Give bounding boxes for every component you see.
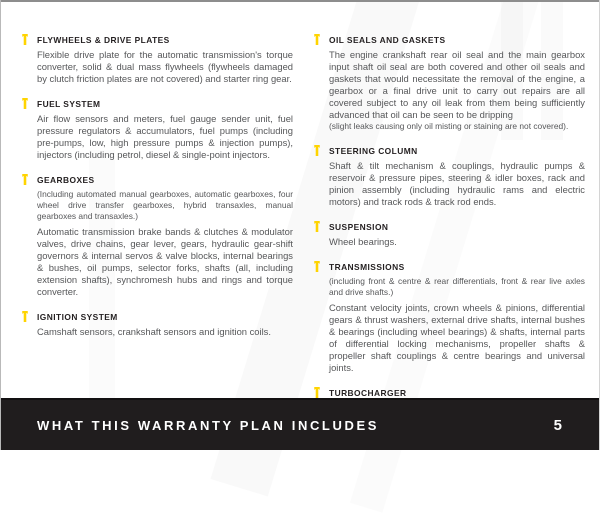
section-ignition-system — [21, 311, 293, 338]
section-heading — [21, 311, 293, 322]
section-heading — [21, 174, 293, 185]
section-heading — [313, 387, 585, 398]
section-flywheels-drive-plates — [21, 34, 293, 85]
section-paragraph: Shaft & tilt mechanism & couplings, hydraulic pumps & reservoir & pressure pipes, steering & idler boxes, rack and pinion assembly (including hydraulic rams and electric motors) and track rods & track rod ends. — [329, 160, 585, 207]
section-paragraph-note: (including front & centre & rear differentials, front & rear live axles and drive shafts.) — [329, 276, 585, 297]
right-column — [313, 34, 585, 427]
footer-page-number: 5 — [553, 416, 562, 434]
section-suspension — [313, 221, 585, 248]
section-title: TURBOCHARGER — [329, 388, 407, 398]
section-gearboxes — [21, 174, 293, 298]
section-heading — [21, 98, 293, 109]
footer-title: WHAT THIS WARRANTY PLAN INCLUDES — [37, 417, 379, 433]
wrench-icon — [21, 174, 37, 185]
section-paragraph-note: (Including automated manual gearboxes, automatic gearboxes, four wheel drive transfer gearboxes, hybrid transaxles, manual gearboxes and transaxles.) — [37, 189, 293, 221]
section-title: GEARBOXES — [37, 175, 95, 185]
section-heading — [313, 34, 585, 45]
footer-bar — [1, 398, 599, 450]
section-title: STEERING COLUMN — [329, 146, 418, 156]
section-heading — [313, 221, 585, 232]
section-paragraph: Camshaft sensors, crankshaft sensors and ignition coils. — [37, 326, 271, 337]
wrench-icon — [313, 261, 329, 272]
section-title: FUEL SYSTEM — [37, 99, 101, 109]
section-paragraph: Air flow sensors and meters, fuel gauge sender unit, fuel pressure regulators & accumulators, fuel pumps (including pre-pumps, low, high pressure pumps & injection pumps), injectors (including petrol, diesel & single-point injectors. — [37, 113, 293, 160]
wrench-icon — [21, 311, 37, 322]
section-title: IGNITION SYSTEM — [37, 312, 118, 322]
section-heading — [313, 261, 585, 272]
section-transmissions — [313, 261, 585, 374]
section-heading — [313, 145, 585, 156]
wrench-icon — [313, 34, 329, 45]
section-fuel-system — [21, 98, 293, 161]
wrench-icon — [21, 34, 37, 45]
page-content — [1, 0, 599, 427]
section-heading — [21, 34, 293, 45]
wrench-icon — [313, 221, 329, 232]
page-top-border — [1, 0, 599, 2]
section-title: OIL SEALS AND GASKETS — [329, 35, 446, 45]
left-column — [21, 34, 293, 427]
section-paragraph: The engine crankshaft rear oil seal and the main gearbox input shaft oil seal are both covered and other oil seals and gaskets that would necessitate the removal of the engine, a gearbox or a final drive unit to carry out repairs are all covered subject to any oil leak from them being sufficiently advanced that oil can be seen to be dripping — [329, 49, 585, 120]
wrench-icon — [21, 98, 37, 109]
wrench-icon — [313, 387, 329, 398]
section-paragraph: Wheel bearings. — [329, 236, 397, 247]
section-paragraph-note: (slight leaks causing only oil misting or staining are not covered). — [329, 121, 569, 131]
section-paragraph: Constant velocity joints, crown wheels & pinions, differential gears & thrust washers, external drive shafts, internal bushes & bearings (including wheel bearings) & shafts, internal parts of differential locking mechanisms, propeller shafts & propeller shaft couplings & centre bearings and universal joints. — [329, 302, 585, 373]
wrench-icon — [313, 145, 329, 156]
section-title: FLYWHEELS & DRIVE PLATES — [37, 35, 170, 45]
section-oil-seals-and-gaskets — [313, 34, 585, 132]
section-title: TRANSMISSIONS — [329, 262, 405, 272]
section-paragraph: Automatic transmission brake bands & clutches & modulator valves, drive chains, gear lever, gears, hydraulic gear-shift governors & internal servos & valve blocks, internal bearings & bushes, oil pumps, selector forks, shafts (all, including extension shafts), synchromesh hubs and rings and torque converter. — [37, 226, 293, 297]
section-paragraph: Flexible drive plate for the automatic transmission's torque converter, solid & dual mass flywheels (flywheels damaged by clutch friction plates are not covered) and starter ring gear. — [37, 49, 293, 84]
section-steering-column — [313, 145, 585, 208]
section-title: SUSPENSION — [329, 222, 389, 232]
